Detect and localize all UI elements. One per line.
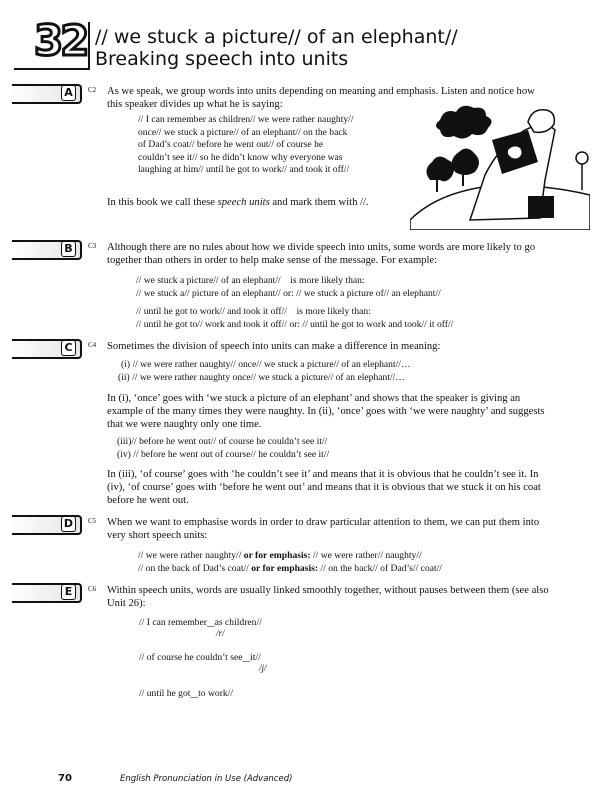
briefcase <box>528 196 554 218</box>
cd-track-icon: C4 <box>88 341 97 349</box>
elephant-cartoon-illustration <box>410 100 590 230</box>
example-line: (i) // we were rather naughty// once// we stuck a picture// of an elephant//… <box>121 359 411 370</box>
book-title: English Pronunciation in Use (Advanced) <box>120 774 293 784</box>
section-e-intro: Within speech units, words are usually linked smoothly together, without pauses between them (see also Unit 26): <box>107 585 549 610</box>
example-text: // on the back of Dad’s coat// <box>138 562 249 574</box>
example-text: // we were rather naughty// <box>138 550 242 561</box>
cd-track-icon: C5 <box>88 517 97 525</box>
header-rule-vertical <box>88 22 90 70</box>
note-text: In this book we call these <box>107 197 218 208</box>
section-letter: B <box>61 241 76 257</box>
section-letter: D <box>61 516 76 532</box>
example-line: (ii) // we were rather naughty once// we stuck a picture// of an elephant//… <box>118 371 405 383</box>
section-a-example <box>138 114 418 177</box>
section-e-example-1: // I can remember‿as children// <box>139 617 262 628</box>
unit-title-line2: Breaking speech into units <box>95 48 349 70</box>
section-c-intro: Sometimes the division of speech into units can make a difference in meaning: <box>107 341 441 352</box>
section-b-examples <box>136 275 556 331</box>
comparison-text: is more likely than: <box>296 306 371 318</box>
section-e-example-2: // of course he couldn’t see‿it// <box>139 652 261 663</box>
section-label-a <box>12 84 82 104</box>
section-b-intro: Although there are no rules about how we divide speech into units, some words are more likely to go together than others in order to help make sense of the message. For example: <box>107 242 536 267</box>
section-label-b <box>12 240 82 260</box>
section-c-examples-1 <box>118 359 548 384</box>
note-text: and mark them with //. <box>269 197 369 208</box>
example-text: // we stuck a// picture of an elephant// <box>136 287 281 299</box>
example-line: // I can remember as children// we were rather naughty// <box>138 114 354 125</box>
example-text: // until he got to work// and took it off// <box>136 306 287 318</box>
example-text: // we stuck a picture of// an elephant// <box>296 287 441 299</box>
emphasis-label: or for emphasis: <box>243 550 311 561</box>
unit-number: 32 <box>34 16 87 65</box>
section-letter: E <box>61 584 76 600</box>
emphasis-label: or for emphasis: <box>251 562 319 574</box>
section-letter: A <box>61 85 76 101</box>
example-line: once// we stuck a picture// of an elephant// on the back <box>138 126 348 138</box>
example-line: of Dad’s coat// before he went out// of course he <box>138 139 324 151</box>
section-d-examples <box>138 550 558 575</box>
section-c-explanation-1: In (i), ‘once’ goes with ‘we stuck a picture of an elephant’ and shows that the speaker is giving an example of the many times they were naughty. In (ii), ‘once’ goes with ‘we were naughty’ and suggests that we were naughty only one time. <box>107 393 545 431</box>
man-head <box>528 110 554 133</box>
example-line: couldn’t see it// so he didn’t know why everyone was <box>138 151 343 163</box>
section-e-example-3: // until he got‿to work// <box>139 688 234 699</box>
cd-track-icon: C6 <box>88 585 97 593</box>
example-text: // on the back// of Dad’s// coat// <box>320 562 442 574</box>
or-text: or: <box>283 287 294 299</box>
or-text: or: <box>289 318 300 330</box>
section-c-explanation-2: In (iii), ‘of course’ goes with ‘he couldn’t see it’ and means that it is obvious that he couldn’t see it. In (iv), ‘of course’ goes with ‘before he went out’ and means that it is obvious that we stuck it on his coat before he went out. <box>107 469 541 507</box>
example-text: // we stuck a picture// of an elephant// <box>136 275 281 286</box>
cd-track-icon: C2 <box>88 86 97 94</box>
section-a-intro: As we speak, we group words into units depending on meaning and emphasis. Listen and notice how this speaker divides up what he is saying: <box>107 86 535 111</box>
example-text: // until he got to// work and took it off// <box>136 318 287 330</box>
ipa-linking-j: /j/ <box>259 663 267 673</box>
ipa-linking-r: /r/ <box>216 628 225 638</box>
section-d-intro: When we want to emphasise words in order to draw particular attention to them, we can put them into very short speech units: <box>107 517 540 542</box>
unit-title-line1: // we stuck a picture// of an elephant// <box>95 26 458 48</box>
tree-shape <box>452 148 479 175</box>
section-label-c <box>12 339 82 359</box>
note-term: speech units <box>217 197 270 208</box>
section-letter: C <box>61 340 76 356</box>
section-label-d <box>12 515 82 535</box>
tree-shape <box>426 156 454 181</box>
comparison-text: is more likely than: <box>290 275 365 286</box>
section-c-examples-2 <box>117 436 547 461</box>
section-label-e <box>12 583 82 603</box>
example-text: // we were rather// naughty// <box>312 550 422 561</box>
cd-track-icon: C3 <box>88 242 97 250</box>
road-sign <box>576 152 588 164</box>
example-line: laughing at him// until he got to work// and took it off// <box>138 164 350 176</box>
header-rule-horizontal <box>14 68 90 70</box>
example-text: // until he got to work and took// it off// <box>302 318 454 330</box>
page-number: 70 <box>58 773 72 784</box>
unit-number-badge <box>30 16 90 66</box>
example-line: (iii)// before he went out// of course he couldn’t see it// <box>117 436 328 447</box>
example-line: (iv) // before he went out of course// he couldn’t see it// <box>117 448 330 460</box>
cloud-shape <box>436 106 492 139</box>
